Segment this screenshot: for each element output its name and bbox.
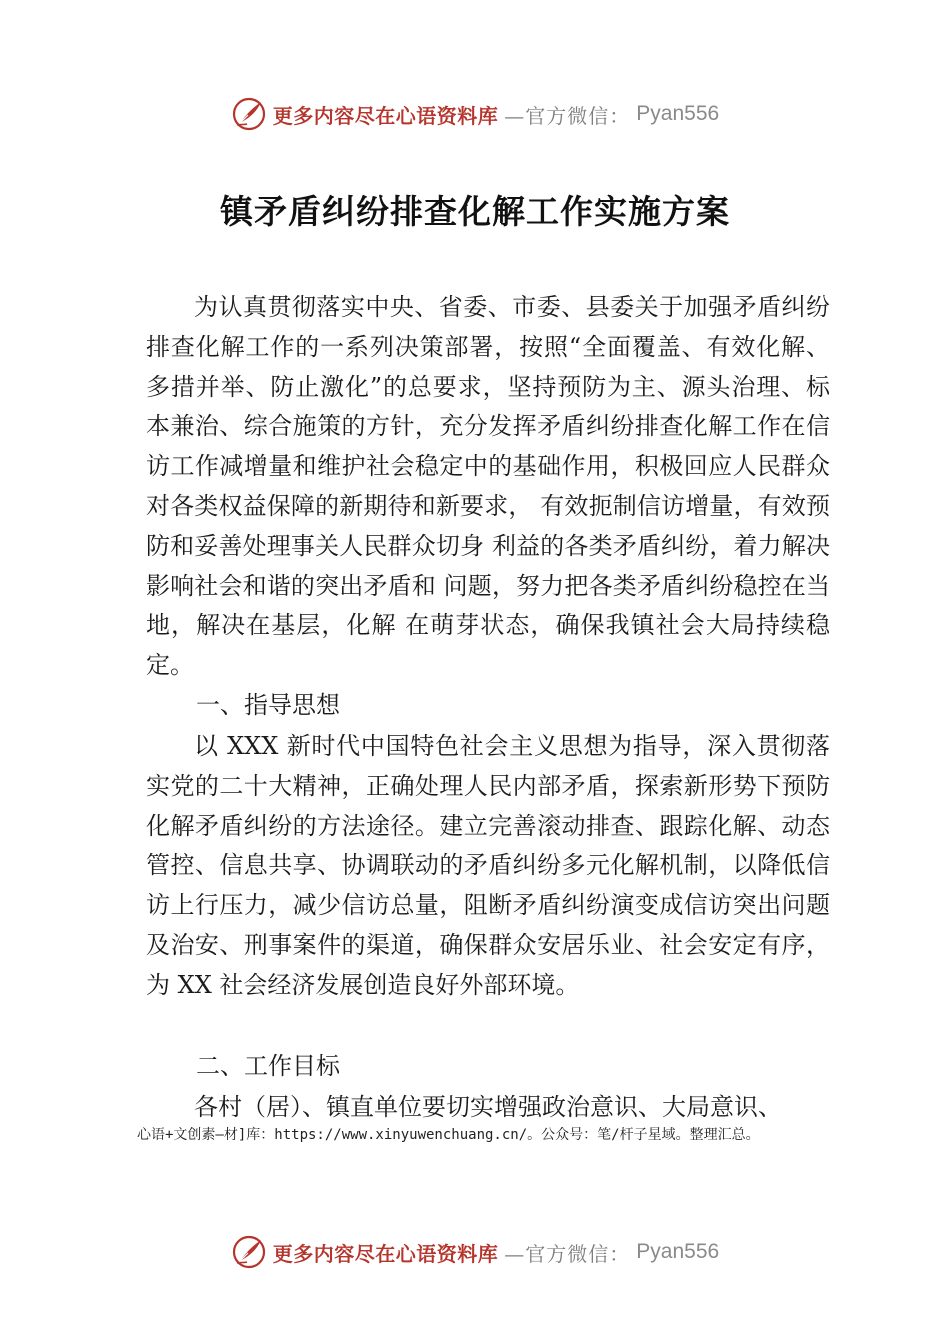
section2-paragraph: 各村（居）、镇直单位要切实增强政治意识、大局意识、: [194, 1093, 782, 1121]
section-heading-work-goals: 二、工作目标: [196, 1052, 340, 1080]
section-heading-guiding-ideology: 一、指导思想: [196, 691, 340, 719]
banner-brand-text: 更多内容尽在心语资料库: [272, 103, 499, 128]
intro-paragraph-block: [146, 288, 830, 686]
banner-wechat-label: —官方微信：: [504, 1241, 631, 1266]
quill-logo-icon: [231, 1234, 267, 1270]
section1-paragraph: 以 XXX 新时代中国特色社会主义思想为指导，深入贯彻落实党的二十大精神，正确处理人民内部矛盾，探索新形势下预防化解矛盾纠纷的方法途径。建立完善滚动排查、跟踪化解、动态管控、信息共享、协调联动的矛盾纠纷多元化解机制，以降低信访上行压力，减少信访总量，阻断矛盾纠纷演变成信访突出问题及治安、刑事案件的渠道，确保群众安居乐业、社会安定有序，为 XX 社会经济发展创造良好外部环境。: [146, 732, 830, 999]
intro-paragraph: 为认真贯彻落实中央、省委、市委、县委关于加强矛盾纠纷排查化解工作的一系列决策部署，按照“全面覆盖、有效化解、多措并举、防止激化”的总要求，坚持预防为主、源头治理、标本兼治、综合施策的方针，充分发挥矛盾纠纷排查化解工作在信访工作减增量和维护社会稳定中的基础作用，积极回应人民群众对各类权益保障的新期待和新要求， 有效扼制信访增量，有效预防和妥善处理事关人民群众切身 利益的各类矛盾纠纷，着力解决影响社会和谐的突出矛盾和 问题，努力把各类矛盾纠纷稳控在当地，解决在基层，化解 在萌芽状态，确保我镇社会大局持续稳定。: [146, 293, 830, 680]
section1-paragraph-block: [146, 727, 830, 1006]
footer-banner: [0, 1232, 950, 1272]
quill-logo-icon: [231, 96, 267, 132]
document-title: 镇矛盾纠纷排查化解工作实施方案: [220, 192, 730, 231]
banner-brand-text: 更多内容尽在心语资料库: [272, 1241, 499, 1266]
banner-wechat-id: Pyan556: [636, 1240, 720, 1263]
banner-wechat-label: —官方微信：: [504, 103, 631, 128]
source-footnote: 心语+文创素—材]库：https://www.xinyuwenchuang.cn/。公众号：笔/杆子星域。整理汇总。: [137, 1127, 760, 1143]
section2-paragraph-block: [146, 1088, 830, 1128]
header-banner: [0, 94, 950, 134]
banner-wechat-id: Pyan556: [636, 102, 720, 125]
